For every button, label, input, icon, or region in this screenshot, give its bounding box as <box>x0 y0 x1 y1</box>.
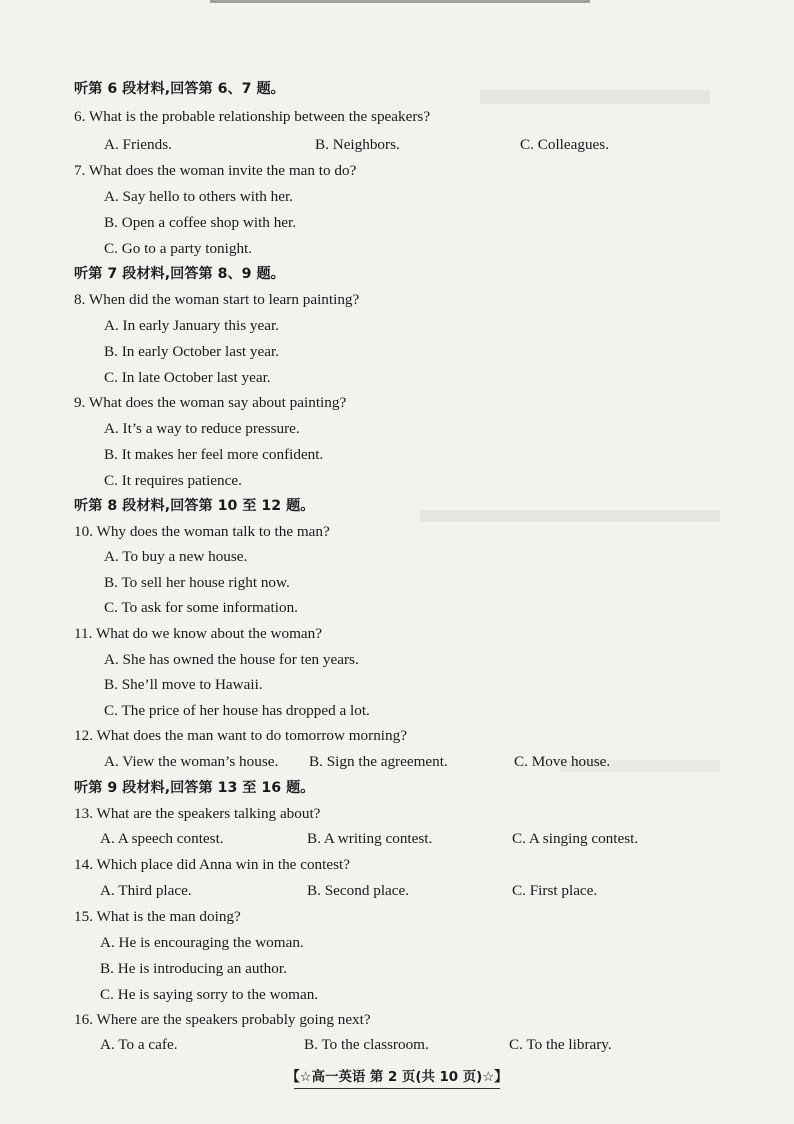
question-6: 6. What is the probable relationship between the speakers? <box>74 108 431 125</box>
option-10b: B. To sell her house right now. <box>104 574 290 591</box>
option-6c: C. Colleagues. <box>520 136 610 153</box>
option-7b: B. Open a coffee shop with her. <box>104 214 297 231</box>
option-8b: B. In early October last year. <box>104 343 280 360</box>
option-9b: B. It makes her feel more confident. <box>104 446 324 463</box>
question-15: 15. What is the man doing? <box>74 908 241 925</box>
option-10c: C. To ask for some information. <box>104 599 298 616</box>
option-11a: A. She has owned the house for ten years. <box>104 651 359 668</box>
option-8c: C. In late October last year. <box>104 369 271 386</box>
option-9c: C. It requires patience. <box>104 472 242 489</box>
bleed-through-mark <box>480 90 710 104</box>
page-footer: 【☆高一英语 第 2 页(共 10 页)☆】 <box>0 1066 794 1089</box>
option-15c: C. He is saying sorry to the woman. <box>100 986 319 1003</box>
option-11b: B. She’ll move to Hawaii. <box>104 676 263 693</box>
question-14: 14. Which place did Anna win in the contest? <box>74 856 350 873</box>
question-11: 11. What do we know about the woman? <box>74 625 323 642</box>
option-14a: A. Third place. <box>100 882 192 899</box>
option-8a: A. In early January this year. <box>104 317 280 334</box>
option-13b: B. A writing contest. <box>307 830 433 847</box>
question-12: 12. What does the man want to do tomorrow morning? <box>74 727 407 744</box>
question-7: 7. What does the woman invite the man to do? <box>74 162 357 179</box>
question-9: 9. What does the woman say about painting? <box>74 394 347 411</box>
section-heading-9: 听第 9 段材料,回答第 13 至 16 题。 <box>74 780 315 796</box>
option-15a: A. He is encouraging the woman. <box>100 934 304 951</box>
option-7a: A. Say hello to others with her. <box>104 188 293 205</box>
option-14c: C. First place. <box>512 882 598 899</box>
option-12b: B. Sign the agreement. <box>309 753 448 770</box>
option-16b: B. To the classroom. <box>304 1036 429 1053</box>
option-13c: C. A singing contest. <box>512 830 639 847</box>
option-6a: A. Friends. <box>104 136 172 153</box>
option-7c: C. Go to a party tonight. <box>104 240 253 257</box>
section-heading-6: 听第 6 段材料,回答第 6、7 题。 <box>74 81 285 97</box>
question-13: 13. What are the speakers talking about? <box>74 805 321 822</box>
option-12a: A. View the woman’s house. <box>104 753 279 770</box>
option-10a: A. To buy a new house. <box>104 548 248 565</box>
option-16c: C. To the library. <box>509 1036 612 1053</box>
option-9a: A. It’s a way to reduce pressure. <box>104 420 300 437</box>
option-14b: B. Second place. <box>307 882 410 899</box>
option-15b: B. He is introducing an author. <box>100 960 287 977</box>
question-16: 16. Where are the speakers probably going next? <box>74 1011 371 1028</box>
section-heading-8: 听第 8 段材料,回答第 10 至 12 题。 <box>74 498 315 514</box>
question-10: 10. Why does the woman talk to the man? <box>74 523 330 540</box>
option-13a: A. A speech contest. <box>100 830 224 847</box>
question-8: 8. When did the woman start to learn painting? <box>74 291 360 308</box>
option-11c: C. The price of her house has dropped a lot. <box>104 702 370 719</box>
option-6b: B. Neighbors. <box>315 136 400 153</box>
option-12c: C. Move house. <box>514 753 611 770</box>
option-16a: A. To a cafe. <box>100 1036 178 1053</box>
section-heading-7: 听第 7 段材料,回答第 8、9 题。 <box>74 266 285 282</box>
top-edge-line <box>210 0 590 3</box>
bleed-through-mark <box>420 510 720 522</box>
